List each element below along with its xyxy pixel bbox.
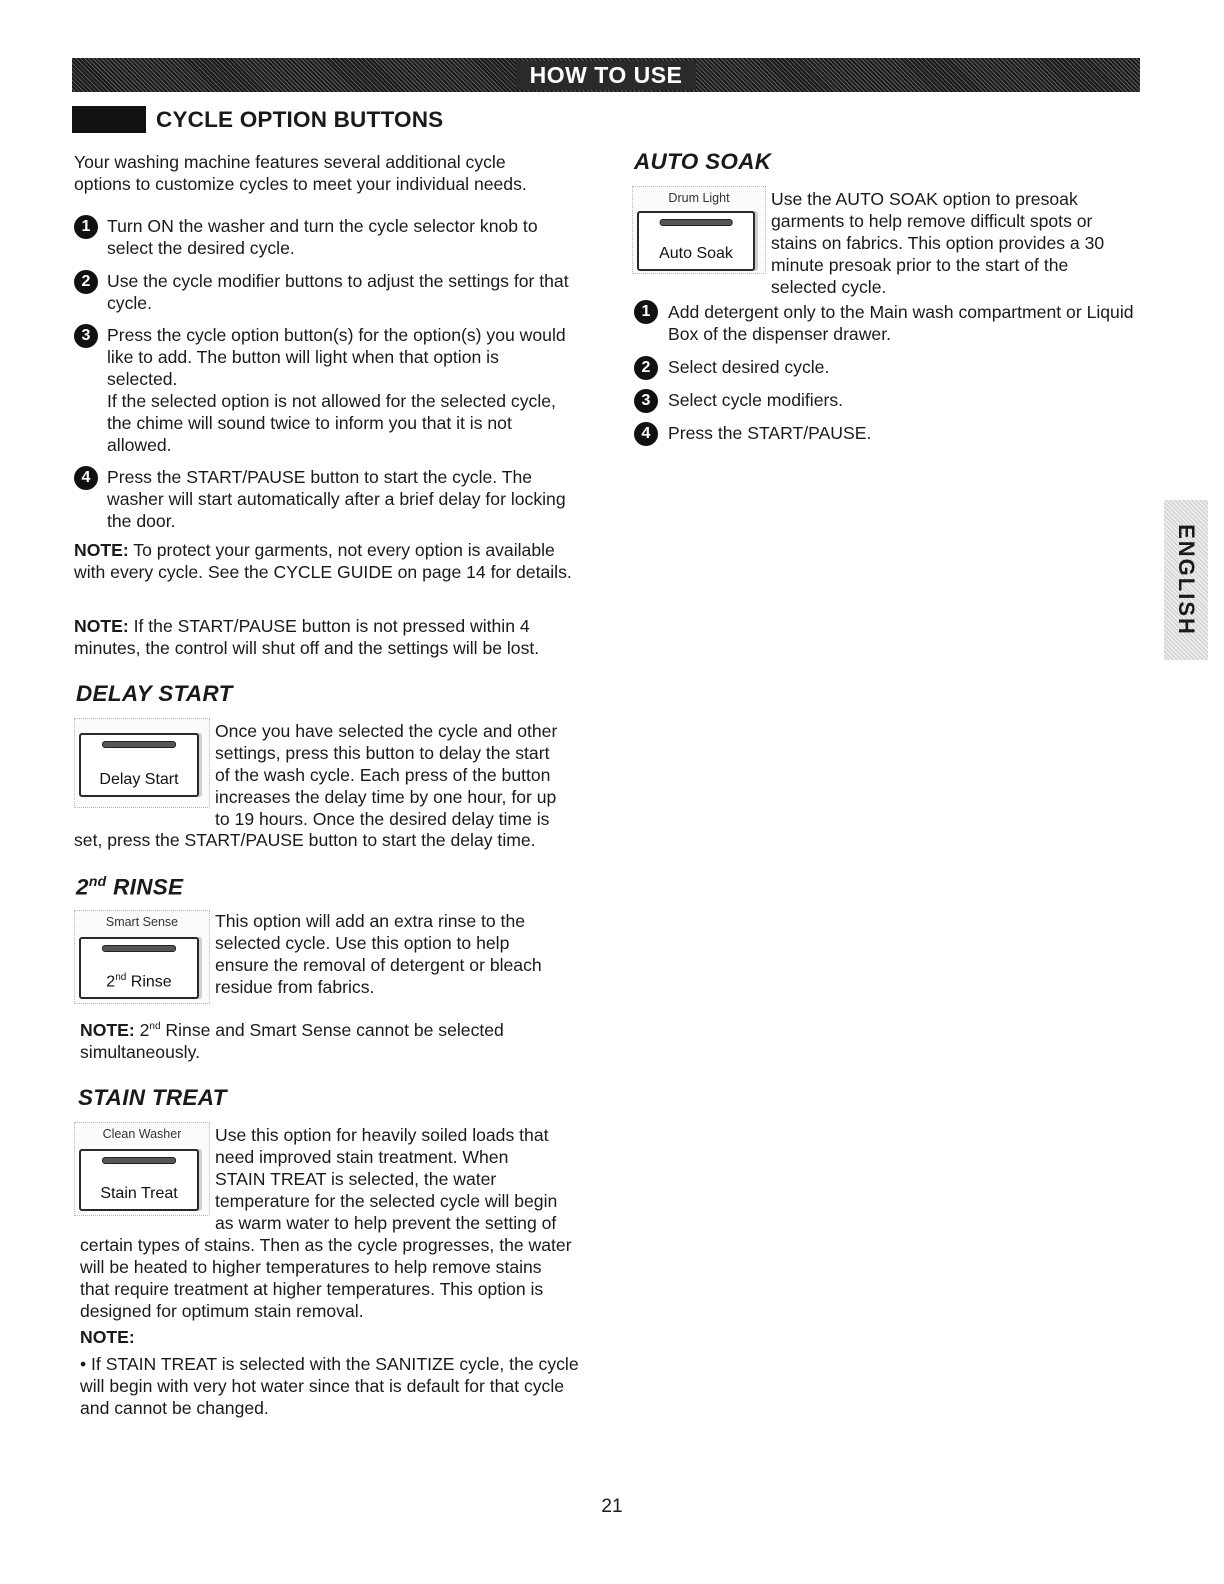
stain-treat-line-5: as warm water to help prevent the setting of <box>215 1213 557 1233</box>
auto-soak-step-1-text: Add detergent only to the Main wash compartment or Liquid Box of the dispenser drawer. <box>668 302 1134 344</box>
indicator-light-icon <box>660 219 733 226</box>
delay-start-last-line: set, press the START/PAUSE button to start the delay time. <box>74 830 536 850</box>
section-banner <box>72 58 1140 92</box>
auto-soak-heading: AUTO SOAK <box>634 149 772 174</box>
auto-soak-step-3-text: Select cycle modifiers. <box>668 390 844 410</box>
note-2-text: If the START/PAUSE button is not pressed within 4 minutes, the control will shut off and the settings will be lost. <box>74 616 540 658</box>
second-rinse-button-sup: nd <box>115 971 127 983</box>
auto-soak-line-5: selected cycle. <box>771 277 887 297</box>
second-rinse-heading-rest: RINSE <box>106 874 184 900</box>
language-side-tab-label: ENGLISH <box>1174 524 1200 636</box>
second-rinse-button-label <box>81 972 197 991</box>
language-side-tab <box>1164 500 1208 660</box>
second-rinse-button <box>79 937 199 999</box>
stain-treat-line-1: Use this option for heavily soiled loads that <box>215 1125 549 1145</box>
stain-treat-note-label: NOTE: <box>80 1327 135 1347</box>
second-rinse-heading-sup: nd <box>88 873 107 889</box>
indicator-light-icon <box>102 945 176 952</box>
auto-soak-button-label: Auto Soak <box>659 245 733 262</box>
step-4-number-icon: 4 <box>74 466 98 490</box>
auto-soak-line-4: minute presoak prior to the start of the <box>771 255 1069 275</box>
step-2-number-icon: 2 <box>74 270 98 294</box>
second-rinse-note <box>80 1016 580 1063</box>
second-rinse-heading-num: 2 <box>76 874 89 900</box>
auto-soak-line-2: garments to help remove difficult spots or <box>771 211 1093 231</box>
auto-soak-description <box>771 188 1151 298</box>
delay-start-description <box>215 720 595 830</box>
second-rinse-heading <box>76 873 183 901</box>
smart-sense-label: Smart Sense <box>105 915 179 929</box>
delay-start-line-4: increases the delay time by one hour, for up <box>215 787 557 807</box>
step-3-number-icon: 3 <box>74 324 98 348</box>
second-rinse-note-sup: nd <box>149 1021 161 1032</box>
step-4-text: Press the START/PAUSE button to start the cycle. The washer will start automatically after a brief delay for locking the door. <box>107 467 566 531</box>
delay-start-line-1: Once you have selected the cycle and other <box>215 721 558 741</box>
second-rinse-note-num: 2 <box>134 1019 150 1040</box>
auto-soak-line-1: Use the AUTO SOAK option to presoak <box>771 189 1078 209</box>
step-3-subtext: If the selected option is not allowed for the selected cycle, the chime will sound twice to inform you that it is not allowed. <box>107 391 556 455</box>
delay-start-button-label: Delay Start <box>99 771 179 788</box>
stain-treat-description <box>215 1124 595 1234</box>
delay-start-button-illustration <box>74 718 210 808</box>
auto-soak-step-4-number-icon: 4 <box>634 422 658 446</box>
auto-soak-button-illustration <box>632 186 766 274</box>
clean-washer-label: Clean Washer <box>102 1127 182 1141</box>
second-rinse-description <box>215 910 595 998</box>
second-rinse-line-2: selected cycle. Use this option to help <box>215 933 510 953</box>
auto-soak-step-4-text: Press the START/PAUSE. <box>668 423 872 443</box>
second-rinse-note-label: NOTE: <box>80 1019 135 1040</box>
indicator-light-icon <box>102 741 176 748</box>
banner-title: HOW TO USE <box>516 61 697 90</box>
note-1-text: To protect your garments, not every option is available with every cycle. See the CYCLE GUIDE on page 14 for details. <box>74 540 572 582</box>
step-3-text: Press the cycle option button(s) for the option(s) you would like to add. The button will light when that option is selected. <box>107 325 566 389</box>
second-rinse-line-4: residue from fabrics. <box>215 977 375 997</box>
indicator-light-icon <box>102 1157 176 1164</box>
intro-paragraph: Your washing machine features several additional cycle options to customize cycles to meet your individual needs. <box>74 152 527 194</box>
step-1-text: Turn ON the washer and turn the cycle selector knob to select the desired cycle. <box>107 216 538 258</box>
second-rinse-button-rest: Rinse <box>126 973 172 990</box>
delay-start-line-5: to 19 hours. Once the desired delay time is <box>215 809 550 829</box>
section-heading <box>72 106 443 133</box>
drum-light-label: Drum Light <box>668 191 730 205</box>
heading-bar-decoration <box>72 106 146 133</box>
note-2-label: NOTE: <box>74 616 129 636</box>
note-2 <box>74 615 574 659</box>
auto-soak-step-1-number-icon: 1 <box>634 300 658 324</box>
delay-start-button <box>79 733 199 797</box>
note-1-label: NOTE: <box>74 540 129 560</box>
second-rinse-button-num: 2 <box>106 973 116 990</box>
delay-start-line-2: settings, press this button to delay the start <box>215 743 550 763</box>
auto-soak-step-2-number-icon: 2 <box>634 356 658 380</box>
page-number: 21 <box>601 1496 623 1517</box>
second-rinse-note-rest: Rinse and Smart Sense cannot be selected <box>160 1019 504 1040</box>
auto-soak-step-3-number-icon: 3 <box>634 389 658 413</box>
delay-start-line-3: of the wash cycle. Each press of the button <box>215 765 551 785</box>
stain-treat-line-2: need improved stain treatment. When <box>215 1147 509 1167</box>
step-2-text: Use the cycle modifier buttons to adjust the settings for that cycle. <box>107 271 569 313</box>
note-1 <box>74 539 574 583</box>
stain-treat-heading: STAIN TREAT <box>78 1085 227 1110</box>
second-rinse-note-line-2: simultaneously. <box>80 1041 200 1062</box>
second-rinse-line-1: This option will add an extra rinse to the <box>215 911 526 931</box>
stain-treat-button-label: Stain Treat <box>100 1185 178 1202</box>
second-rinse-button-illustration <box>74 910 210 1004</box>
stain-treat-button <box>79 1149 199 1211</box>
page-title: CYCLE OPTION BUTTONS <box>156 106 444 132</box>
delay-start-heading: DELAY START <box>76 681 233 706</box>
second-rinse-line-3: ensure the removal of detergent or bleach <box>215 955 542 975</box>
stain-treat-button-illustration <box>74 1122 210 1216</box>
auto-soak-line-3: stains on fabrics. This option provides a 30 <box>771 233 1105 253</box>
stain-treat-rest: certain types of stains. Then as the cycle progresses, the water will be heated to higher temperatures to help remove stains that require treatment at higher temperatures. This option is designed for optimum stain removal. <box>80 1235 572 1321</box>
stain-treat-line-4: temperature for the selected cycle will begin <box>215 1191 558 1211</box>
stain-treat-line-3: STAIN TREAT is selected, the water <box>215 1169 497 1189</box>
stain-treat-bullet: • If STAIN TREAT is selected with the SANITIZE cycle, the cycle will begin with very hot water since that is default for that cycle and cannot be changed. <box>80 1354 579 1418</box>
auto-soak-step-2-text: Select desired cycle. <box>668 357 830 377</box>
step-1-number-icon: 1 <box>74 215 98 239</box>
auto-soak-button <box>637 211 755 271</box>
